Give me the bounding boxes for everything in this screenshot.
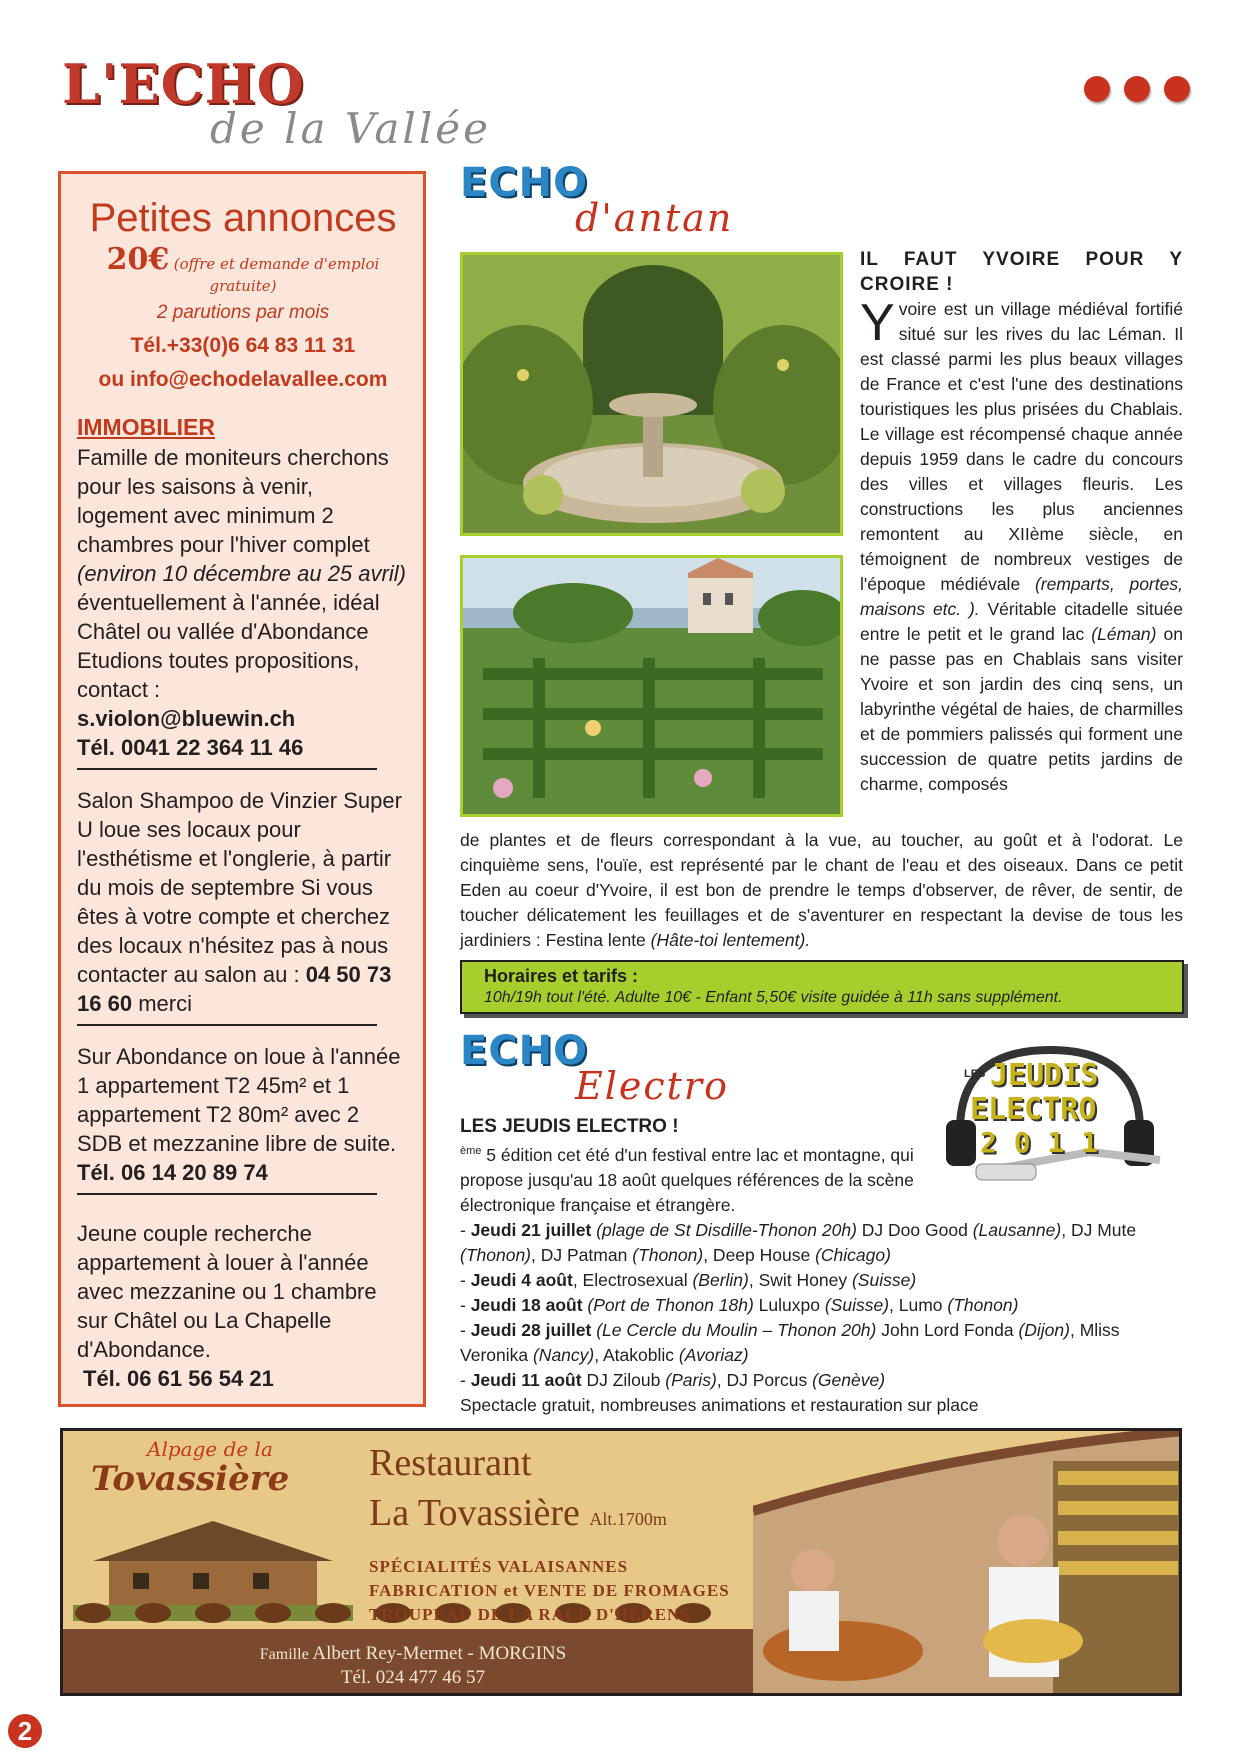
ad-item	[77, 1219, 409, 1393]
antan-body-italic: (Léman)	[1091, 624, 1157, 644]
event-origin: (Berlin)	[692, 1269, 749, 1290]
event-line: - Jeudi 18 août (Port de Thonon 18h) Luluxpo (Suisse), Lumo (Thonon)	[460, 1294, 1019, 1315]
event-origin: (Paris)	[665, 1369, 717, 1390]
event-artist: , Mliss Veronika	[460, 1319, 1120, 1365]
logo-year: 2 0 1 1	[980, 1126, 1099, 1159]
page-number: 2	[8, 1714, 42, 1748]
speciality-line: SPÉCIALITÉS VALAISANNES	[369, 1557, 629, 1576]
event-artist: John Lord Fonda	[881, 1319, 1014, 1340]
event-origin: (Thonon)	[632, 1244, 704, 1265]
event-origin: (Suisse)	[851, 1269, 917, 1290]
speciality-line: TROUPEAU DE LA RACE D'HÉRENS	[369, 1605, 691, 1624]
logo-jeudis: JEUDIS	[990, 1058, 1099, 1093]
electro-subtitle: Electro	[575, 1064, 729, 1108]
hours-text: 10h/19h tout l'été. Adulte 10€ - Enfant 5,50€ visite guidée à 11h sans supplément.	[484, 989, 1063, 1006]
decorative-dots	[1084, 76, 1190, 102]
antan-article-title: IL FAUT YVOIRE POUR Y CROIRE !	[860, 249, 1183, 295]
logo-les: LES	[964, 1068, 986, 1080]
castle-labyrinth-illustration	[463, 558, 840, 814]
electro-echo-title: ECHO	[460, 1028, 589, 1074]
event-origin: (Dijon)	[1018, 1319, 1070, 1340]
antan-article-column	[860, 247, 1183, 797]
logo-electro: ELECTRO	[970, 1092, 1097, 1127]
event-place: (plage de St Disdille-Thonon 20h)	[596, 1219, 857, 1240]
hours-box	[460, 960, 1184, 1014]
fountain-garden-photo	[460, 252, 843, 536]
electro-article	[460, 1114, 1190, 1418]
restaurant-specialities	[369, 1555, 730, 1627]
ad-phone: Tél. 0041 22 364 11 46	[77, 735, 304, 760]
event-artist: DJ Doo Good	[861, 1219, 968, 1240]
antan-body-text: voire est un village médiéval fortifié situé sur les rives du lac Léman. Il est classé parmi les plus beaux villages de France et c'est l'une des destinations touristiques les plus prisées du Chablais. Le village est récompensé chaque année depuis 1959 dans le cadre du concours des villes et villages fleuris. Les constructions les plus anciennes remontent au XIIème siècle, en témoignent de nombreux vestiges de l'époque médiévale	[860, 299, 1183, 594]
ad-separator	[77, 1193, 377, 1195]
restaurant-phone: Tél. 024 477 46 57	[340, 1667, 486, 1688]
castle-labyrinth-photo	[460, 555, 843, 817]
masthead-echo: L'ECHO	[62, 52, 305, 116]
event-origin: (Thonon)	[460, 1244, 532, 1265]
restaurant-name-line1: Restaurant	[369, 1442, 532, 1484]
event-line: - Jeudi 11 août DJ Ziloub (Paris), DJ Porcus (Genève)	[460, 1369, 886, 1390]
ad-text: Jeune couple recherche appartement à louer à l'année avec mezzanine ou 1 chambre sur Châtel ou La Chapelle d'Abondance.	[77, 1221, 377, 1362]
antan-body-text: de plantes et de fleurs correspondant à la vue, au toucher, au goût et à l'odorat. Le cinquième sens, l'ouïe, est représenté par le chant de l'eau et des oiseaux. Dans ce petit Eden au coeur d'Yvoire, il est bon de prendre le temps d'observer, de rêver, de sentir, de toucher délicatement les feuillages et de s'aventurer en respectant la devise de tous les jardiniers : Festina lente	[460, 830, 1183, 950]
restaurant-family	[63, 1643, 763, 1665]
antan-body-italic: (remparts, portes, maisons etc. ).	[860, 574, 1183, 619]
hours-title: Horaires et tarifs :	[484, 966, 639, 986]
classifieds-box	[58, 171, 426, 1407]
event-artist: , Lumo	[889, 1294, 943, 1315]
restaurant-logo-top: Alpage de la	[147, 1437, 273, 1461]
antan-dropcap: Y	[860, 294, 895, 352]
event-artist: DJ Ziloub	[586, 1369, 661, 1390]
event-artist: Luluxpo	[758, 1294, 820, 1315]
antan-subtitle: d'antan	[575, 196, 734, 240]
ad-text: Salon Shampoo de Vinzier Super U loue ses locaux pour l'esthétisme et l'onglerie, à partir du mois de septembre Si vous êtes à votre compte et cherchez des locaux n'hésitez pas à nous contacter au salon au :	[77, 788, 402, 987]
ad-text-italic: (environ 10 décembre au 25 avril)	[77, 561, 406, 586]
ad-phone: Tél. 06 14 20 89 74	[77, 1160, 268, 1185]
speciality-line: FABRICATION et VENTE DE FROMAGES	[369, 1581, 730, 1600]
event-date: Jeudi 28 juillet	[470, 1319, 592, 1340]
event-origin: (Chicago)	[815, 1244, 891, 1265]
ad-separator	[77, 768, 377, 770]
ad-phone: 04 50 73 16 60	[77, 962, 392, 1016]
classifieds-price-note: (offre et demande d'emploi gratuite)	[173, 255, 380, 295]
classifieds-email: ou info@echodelavallee.com	[98, 368, 388, 391]
ad-item	[77, 786, 409, 1018]
ad-item	[77, 1042, 409, 1187]
event-place: (Le Cercle du Moulin – Thonon 20h)	[596, 1319, 877, 1340]
classifieds-title: Petites annonces	[89, 196, 397, 240]
event-artist: , Electrosexual	[572, 1269, 688, 1290]
electro-intro-sup: ème	[460, 1145, 482, 1157]
event-origin: (Avoriaz)	[678, 1344, 749, 1365]
electro-intro	[460, 1139, 940, 1218]
antan-body-text: on ne passe pas en Chablais sans visiter Yvoire et son jardin des cinq sens, un labyrinthe végétal de haies, de charmilles et de pommiers palissés qui forment une succession de quatre petits jardins de charme, composés	[860, 624, 1183, 794]
electro-article-title: LES JEUDIS ELECTRO !	[460, 1116, 679, 1137]
event-line: - Jeudi 4 août, Electrosexual (Berlin), Swit Honey (Suisse)	[460, 1269, 917, 1290]
ad-email: s.violon@bluewin.ch	[77, 706, 296, 731]
ad-phone: Tél. 06 61 56 54 21	[83, 1366, 274, 1391]
ad-separator	[77, 1024, 377, 1026]
event-date: Jeudi 4 août	[470, 1269, 573, 1290]
event-origin: (Suisse)	[824, 1294, 890, 1315]
event-artist: , Atakoblic	[594, 1344, 675, 1365]
ad-text: Sur Abondance on loue à l'année 1 appartement T2 45m² et 1 appartement T2 80m² avec 2 SDB et mezzanine libre de suite.	[77, 1044, 401, 1156]
ad-item	[77, 443, 409, 762]
restaurant-family-name: Albert Rey-Mermet - MORGINS	[312, 1643, 567, 1664]
electro-intro-text: 5 édition cet été d'un festival entre lac et montagne, qui propose jusqu'au 18 août quelques références de la scène électronique française et étrangère.	[460, 1144, 914, 1215]
event-date: Jeudi 21 juillet	[470, 1219, 592, 1240]
restaurant-logo-name: Tovassière	[91, 1459, 290, 1499]
classifieds-frequency: 2 parutions par mois	[156, 302, 330, 323]
antan-body-italic: (Hâte-toi lentement).	[650, 930, 811, 950]
restaurant-ad	[60, 1428, 1182, 1696]
ad-text: Famille de moniteurs cherchons pour les saisons à venir, logement avec minimum 2 chambres pour l'hiver complet	[77, 445, 389, 557]
restaurant-family-prefix: Famille	[259, 1646, 309, 1663]
electro-closing: Spectacle gratuit, nombreuses animations et restauration sur place	[460, 1394, 979, 1415]
event-origin: (Nancy)	[532, 1344, 595, 1365]
event-origin: (Lausanne)	[972, 1219, 1062, 1240]
event-origin: (Genève)	[812, 1369, 886, 1390]
category-heading: IMMOBILIER	[77, 414, 215, 440]
event-line: - Jeudi 21 juillet (plage de St Disdille-Thonon 20h) DJ Doo Good (Lausanne), DJ Mute (Thonon), DJ Patman (Thonon), Deep House (Chicago)	[460, 1219, 1137, 1265]
classifieds-price: 20€	[106, 242, 170, 277]
event-date: Jeudi 11 août	[470, 1369, 582, 1390]
dot-icon	[1164, 76, 1190, 102]
event-place: (Port de Thonon 18h)	[587, 1294, 754, 1315]
restaurant-name-line2	[369, 1491, 667, 1535]
fountain-garden-illustration	[463, 255, 840, 533]
event-origin: (Thonon)	[947, 1294, 1019, 1315]
dot-icon	[1124, 76, 1150, 102]
event-artist: , Deep House	[703, 1244, 811, 1265]
restaurant-name: La Tovassière	[369, 1492, 580, 1534]
cheesemaker-photo	[753, 1431, 1182, 1693]
dot-icon	[1084, 76, 1110, 102]
event-date: Jeudi 18 août	[470, 1294, 583, 1315]
event-artist: , DJ Porcus	[716, 1369, 808, 1390]
masthead-vallee: de la Vallée	[210, 104, 492, 153]
classifieds-phone: Tél.+33(0)6 64 83 11 31	[130, 334, 356, 357]
antan-body-text: Véritable citadelle située entre le petit et le grand lac	[860, 599, 1183, 644]
antan-article-fullwidth	[460, 828, 1183, 953]
ad-text: merci	[138, 991, 192, 1016]
restaurant-altitude: Alt.1700m	[589, 1509, 667, 1529]
event-artist: , DJ Patman	[531, 1244, 628, 1265]
event-line: - Jeudi 28 juillet (Le Cercle du Moulin – Thonon 20h) John Lord Fonda (Dijon), Mliss Veronika (Nancy), Atakoblic (Avoriaz)	[460, 1319, 1120, 1365]
antan-echo-title: ECHO	[460, 160, 589, 206]
event-artist: , DJ Mute	[1061, 1219, 1137, 1240]
event-artist: , Swit Honey	[748, 1269, 848, 1290]
ad-text: éventuellement à l'année, idéal Châtel ou vallée d'Abondance Etudions toutes propositions, contact :	[77, 590, 380, 702]
classifieds-price-line	[77, 242, 409, 296]
